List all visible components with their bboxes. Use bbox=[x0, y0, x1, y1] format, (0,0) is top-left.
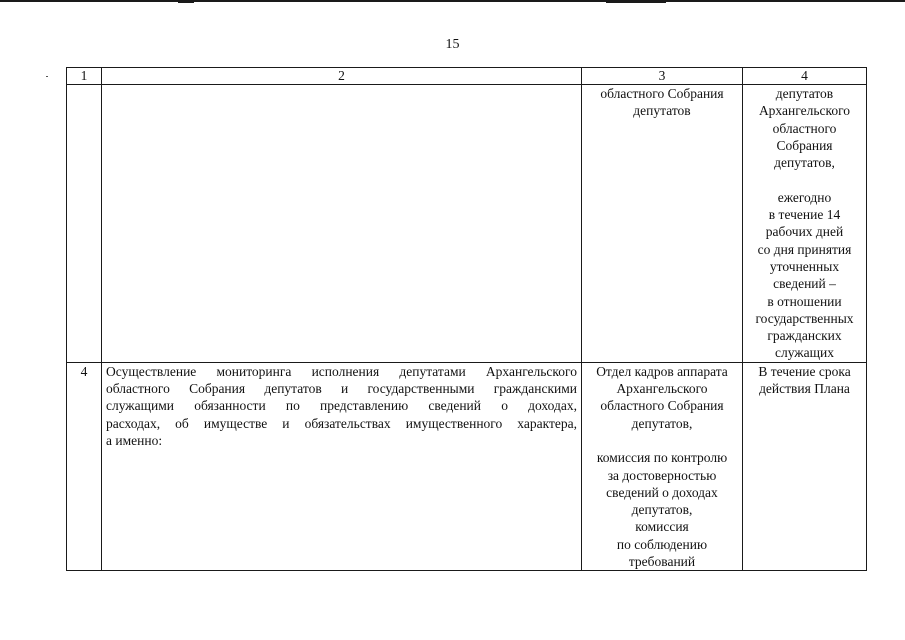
text-line: областного bbox=[772, 120, 837, 136]
text-line: комиссия по контролю bbox=[596, 450, 728, 466]
text-line: в течение 14 bbox=[768, 207, 841, 223]
text-line: сведений о доходах bbox=[606, 484, 718, 500]
text-line: Собрания bbox=[776, 137, 833, 153]
text-line: гражданских bbox=[767, 328, 842, 344]
text-line: сведений – bbox=[773, 276, 836, 292]
text-line: Архангельского bbox=[758, 103, 851, 119]
text-line: расходах, об имуществе и обязательствах имущественного характера, bbox=[106, 415, 577, 431]
text-line: требований bbox=[628, 554, 696, 570]
row1-description bbox=[102, 85, 582, 363]
text-line: областного Собрания bbox=[600, 86, 724, 101]
text-line: В течение срока bbox=[758, 363, 851, 379]
text-line: депутатов bbox=[775, 86, 834, 101]
text-line: уточненных bbox=[769, 258, 840, 274]
plan-table bbox=[66, 67, 867, 571]
table-header-row bbox=[67, 68, 867, 85]
row2-responsible bbox=[582, 362, 743, 571]
text-line: служащими обязанности по представлению сведений о доходах, bbox=[106, 398, 577, 414]
text-line: депутатов bbox=[633, 103, 691, 119]
page-edge-mark bbox=[178, 0, 194, 3]
text-line: депутатов, bbox=[774, 155, 835, 171]
text-line: служащих bbox=[775, 345, 834, 361]
scan-dot bbox=[46, 76, 48, 77]
text-line: ежегодно bbox=[777, 189, 832, 205]
page-number: 15 bbox=[445, 37, 460, 52]
text-line: по соблюдению bbox=[616, 536, 708, 552]
text-line bbox=[745, 171, 864, 188]
row2-deadline bbox=[743, 362, 867, 571]
text-line: а именно: bbox=[106, 432, 163, 448]
text-line: рабочих дней bbox=[765, 224, 844, 240]
header-col-3: 3 bbox=[582, 68, 743, 85]
table-row bbox=[67, 362, 867, 571]
text-line: комиссия bbox=[635, 519, 689, 535]
table-row bbox=[67, 85, 867, 363]
text-line: Осуществление мониторинга исполнения депутатами Архангельского bbox=[106, 363, 577, 379]
page-edge-mark bbox=[606, 0, 666, 3]
text-line: в отношении bbox=[767, 293, 842, 309]
text-line: депутатов, bbox=[631, 415, 693, 431]
text-line: со дня принятия bbox=[757, 241, 852, 257]
row1-responsible bbox=[582, 85, 743, 363]
text-line: государственных bbox=[755, 310, 854, 326]
page-top-edge bbox=[0, 0, 905, 2]
text-line: Архангельского bbox=[616, 381, 708, 397]
row1-number bbox=[67, 85, 102, 363]
text-line bbox=[584, 432, 740, 449]
header-col-2: 2 bbox=[102, 68, 582, 85]
header-col-4: 4 bbox=[743, 68, 867, 85]
text-line: действия Плана bbox=[759, 381, 850, 397]
text-line: областного Собрания депутатов и государственными гражданскими bbox=[106, 381, 577, 397]
header-col-1: 1 bbox=[67, 68, 102, 85]
text-line: за достоверностью bbox=[607, 467, 717, 483]
row2-description bbox=[102, 362, 582, 571]
text-line: Отдел кадров аппарата bbox=[596, 363, 728, 379]
text-line: депутатов, bbox=[631, 502, 693, 518]
row1-deadline bbox=[743, 85, 867, 363]
row2-number: 4 bbox=[67, 362, 102, 571]
text-line: областного Собрания bbox=[600, 398, 724, 414]
